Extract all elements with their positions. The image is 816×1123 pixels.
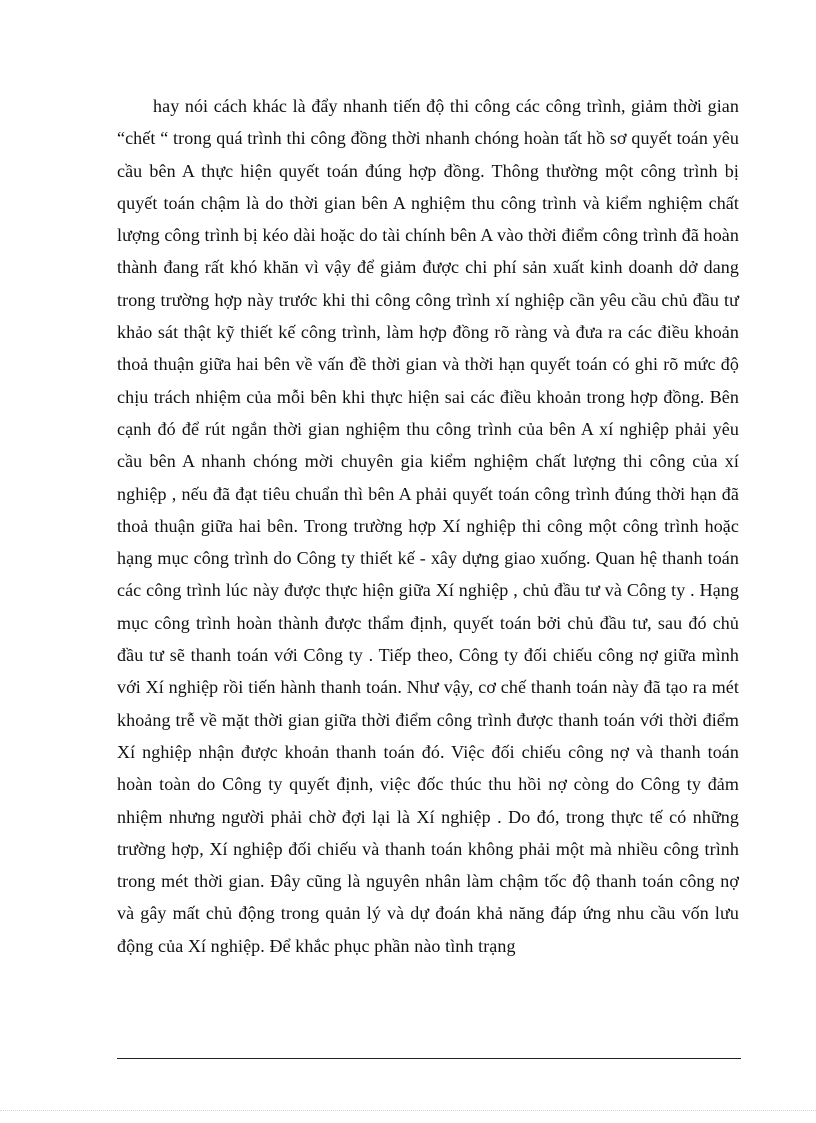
page-bottom-border: [0, 1110, 816, 1111]
footer-divider: [117, 1058, 741, 1059]
body-paragraph: hay nói cách khác là đẩy nhanh tiến độ thi công các công trình, giảm thời gian “chết “ trong quá trình thi công đồng thời nhanh chóng hoàn tất hồ sơ quyết toán yêu cầu bên A thực hiện quyết toán đúng hợp đồng. Thông thường một công trình bị quyết toán chậm là do thời gian bên A nghiệm thu công trình và kiểm nghiệm chất lượng công trình bị kéo dài hoặc do tài chính bên A vào thời điểm công trình đã hoàn thành đang rất khó khăn vì vậy để giảm được chi phí sản xuất kinh doanh dở dang trong trường hợp này trước khi thi công công trình xí nghiệp cần yêu cầu chủ đầu tư khảo sát thật kỹ thiết kế công trình, làm hợp đồng rõ ràng và đưa ra các điều khoản thoả thuận giữa hai bên về vấn đề thời gian và thời hạn quyết toán có ghi rõ mức độ chịu trách nhiệm của mỗi bên khi thực hiện sai các điều khoản trong hợp đồng. Bên cạnh đó để rút ngắn thời gian nghiệm thu công trình của bên A xí nghiệp phải yêu cầu bên A nhanh chóng mời chuyên gia kiểm nghiệm chất lượng thi công của xí nghiệp , nếu đã đạt tiêu chuẩn thì bên A phải quyết toán công trình đúng thời hạn đã thoả thuận giữa hai bên. Trong trường hợp Xí nghiệp thi công một công trình hoặc hạng mục công trình do Công ty thiết kế - xây dựng giao xuống. Quan hệ thanh toán các công trình lúc này được thực hiện giữa Xí nghiệp , chủ đầu tư và Công ty . Hạng mục công trình hoàn thành được thẩm định, quyết toán bởi chủ đầu tư, sau đó chủ đầu tư sẽ thanh toán với Công ty . Tiếp theo, Công ty đối chiếu công nợ giữa mình với Xí nghiệp rồi tiến hành thanh toán. Như vậy, cơ chế thanh toán này đã tạo ra mét khoảng trễ về mặt thời gian giữa thời điểm công trình được thanh toán với thời điểm Xí nghiệp nhận được khoản thanh toán đó. Việc đối chiếu công nợ và thanh toán hoàn toàn do Công ty quyết định, việc đốc thúc thu hồi nợ còng do Công ty đảm nhiệm nhưng người phải chờ đợi lại là Xí nghiệp . Do đó, trong thực tế có những trường hợp, Xí nghiệp đối chiếu và thanh toán không phải một mà nhiều công trình trong mét thời gian. Đây cũng là nguyên nhân làm chậm tốc độ thanh toán công nợ và gây mất chủ động trong quản lý và dự đoán khả năng đáp ứng nhu cầu vốn lưu động của Xí nghiệp. Để khắc phục phần nào tình trạng: [117, 96, 739, 956]
